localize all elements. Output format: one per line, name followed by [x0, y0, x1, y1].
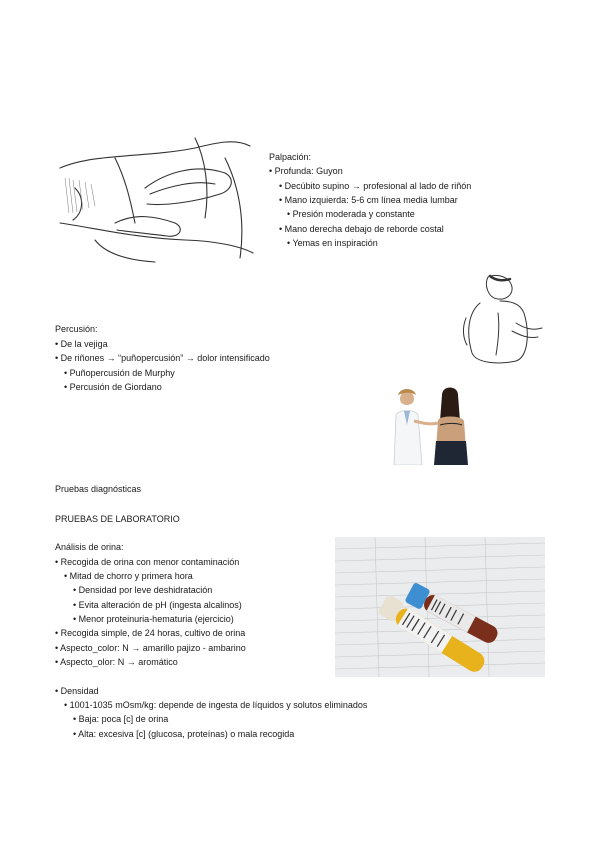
percusion-item: • Percusión de Giordano	[64, 382, 162, 392]
analisis-item: • Recogida de orina con menor contaminación	[55, 557, 240, 567]
analisis-item: • Menor proteinuria-hematuria (ejercicio)	[73, 614, 234, 624]
densidad-item: • 1001-1035 mOsm/kg: depende de ingesta de líquidos y solutos eliminados	[64, 700, 368, 710]
back-percussion-illustration	[458, 273, 548, 368]
palpacion-title: Palpación:	[269, 152, 312, 162]
analisis-item: • Aspecto_olor: N → aromático	[55, 657, 178, 667]
section-heading-pruebas-diagnosticas: Pruebas diagnósticas	[55, 484, 142, 494]
percusion-item: • Puñopercusión de Murphy	[64, 368, 175, 378]
doctor-patient-photo	[392, 385, 474, 465]
analisis-title: Análisis de orina:	[55, 542, 124, 552]
analisis-item: • Recogida simple, de 24 horas, cultivo de orina	[55, 628, 246, 638]
palpacion-item: • Yemas en inspiración	[287, 238, 378, 248]
analisis-item: • Densidad por leve deshidratación	[73, 585, 213, 595]
palpacion-item: • Mano izquierda: 5-6 cm línea media lumbar	[279, 195, 458, 205]
palpacion-item: • Presión moderada y constante	[287, 209, 415, 219]
densidad-title: • Densidad	[55, 686, 99, 696]
percusion-item: • De la vejiga	[55, 339, 108, 349]
section-heading-pruebas-laboratorio: PRUEBAS DE LABORATORIO	[55, 514, 180, 524]
palpacion-item: • Decúbito supino → profesional al lado de riñón	[279, 181, 472, 191]
palpacion-item: • Profunda: Guyon	[269, 166, 343, 176]
percusion-item: • De riñones → “puñopercusión” → dolor intensificado	[55, 353, 270, 363]
analisis-item: • Aspecto_color: N → amarillo pajizo - ambarino	[55, 643, 246, 653]
densidad-item: • Baja: poca [c] de orina	[73, 714, 169, 724]
analisis-item: • Mitad de chorro y primera hora	[64, 571, 193, 581]
urine-sample-tubes-photo	[335, 537, 545, 677]
densidad-item: • Alta: excesiva [c] (glucosa, proteínas) o mala recogida	[73, 729, 295, 739]
palpation-illustration	[55, 128, 255, 268]
percusion-title: Percusión:	[55, 324, 98, 334]
analisis-item: • Evita alteración de pH (ingesta alcalinos)	[73, 600, 242, 610]
palpacion-item: • Mano derecha debajo de reborde costal	[279, 224, 444, 234]
